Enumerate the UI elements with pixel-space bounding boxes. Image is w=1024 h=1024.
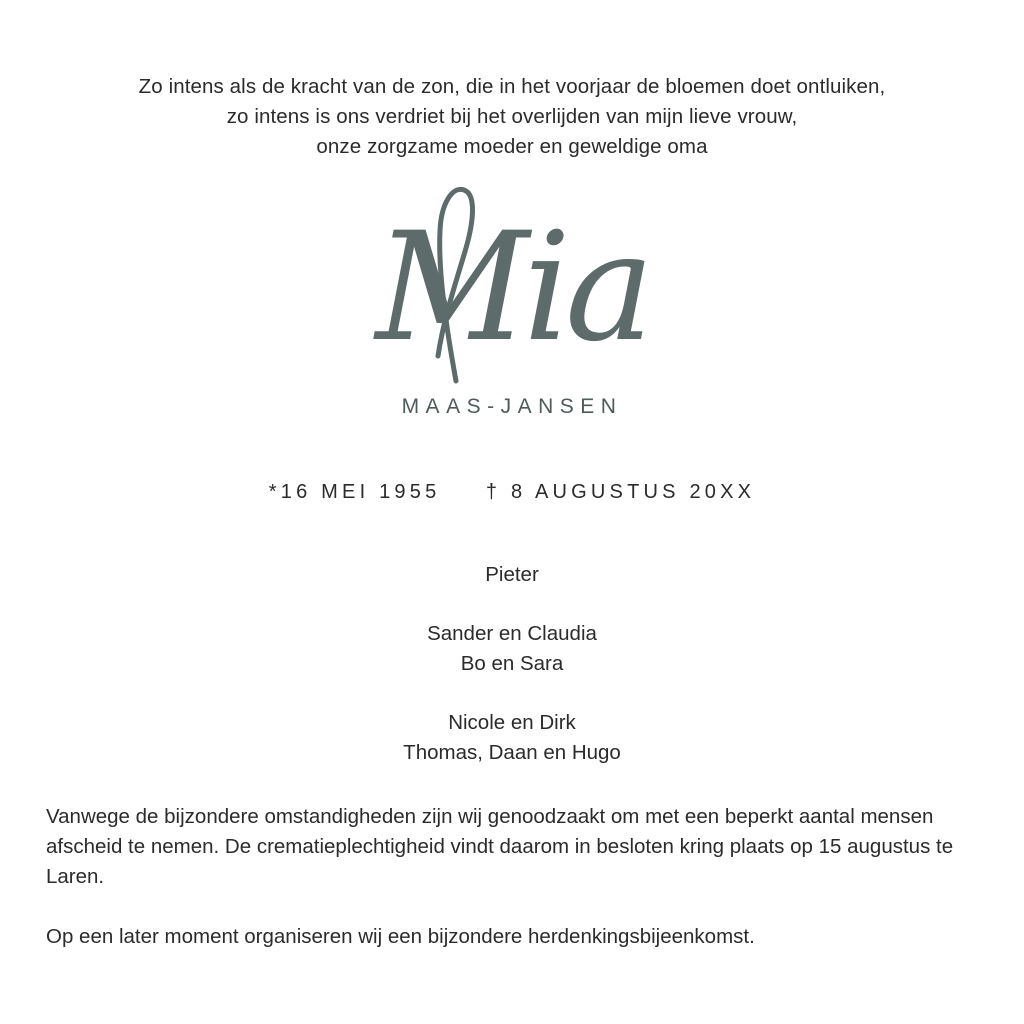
verse-line-2: zo intens is ons verdriet bij het overlijden van mijn lieve vrouw, [226, 105, 798, 128]
verse-line-3: onze zorgzame moeder en geweldige oma [316, 135, 708, 158]
family-name: Nicole en Dirk [448, 711, 576, 734]
opening-verse [0, 0, 1024, 162]
life-dates [0, 481, 1024, 504]
family-name: Thomas, Daan en Hugo [403, 741, 621, 764]
family-name: Bo en Sara [460, 652, 564, 675]
closing-text [0, 768, 1024, 952]
death-date: † 8 AUGUSTUS 20XX [485, 481, 756, 503]
family-group [0, 619, 1024, 679]
surname: MAAS-JANSEN [401, 395, 623, 418]
first-name: Mia [375, 201, 649, 375]
family-names [0, 560, 1024, 768]
family-group [0, 560, 1024, 590]
closing-paragraph-2: Op een later moment organiseren wij een bijzondere herdenkingsbijeenkomst. [46, 925, 755, 948]
family-group [0, 708, 1024, 768]
verse-line-1: Zo intens als de kracht van de zon, die in het voorjaar de bloemen doet ontluiken, [138, 75, 886, 98]
first-name-block [0, 176, 1024, 401]
birth-date: *16 MEI 1955 [268, 481, 441, 503]
family-name: Pieter [485, 563, 539, 586]
closing-paragraph-1: Vanwege de bijzondere omstandigheden zijn wij genoodzaakt om met een beperkt aantal mensen afscheid te nemen. De crematieplechtigheid vindt daarom in besloten kring plaats op 15 augustus te Laren. [46, 805, 954, 888]
family-name: Sander en Claudia [427, 622, 597, 645]
